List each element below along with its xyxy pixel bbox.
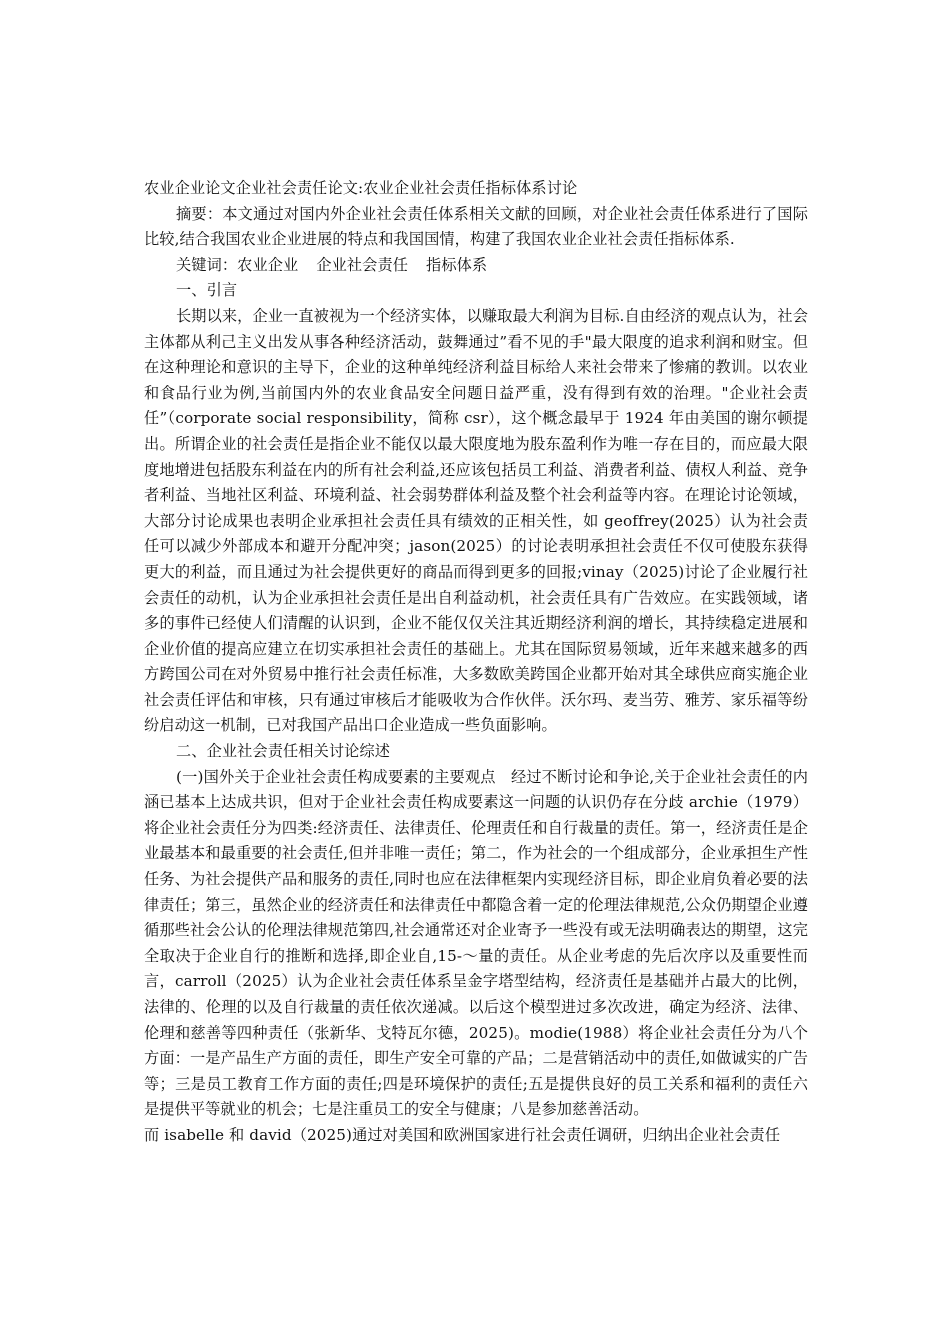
intro-paragraph: 长期以来，企业一直被视为一个经济实体，以赚取最大利润为目标.自由经济的观点认为，社会主体都从利己主义出发从事各种经济活动，鼓舞通过”看不见的手"最大限度的追求利润和财宝。但在这种理论和意识的主导下，企业的这种单纯经济利益目标给人来社会带来了惨痛的教训。以农业和食品行业为例,当前国内外的农业食品安全问题日益严重，没有得到有效的治理。"企业社会责任”（corporate social responsibility，简称 csr），这个概念最早于 1924 年由美国的谢尔顿提出。所谓企业的社会责任是指企业不能仅以最大限度地为股东盈利作为唯一存在目的，而应最大限度地增进包括股东利益在内的所有社会利益,还应该包括员工利益、消费者利益、债权人利益、竞争者利益、当地社区利益、环境利益、社会弱势群体利益及整个社会利益等内容。在理论讨论领域，大部分讨论成果也表明企业承担社会责任具有绩效的正相关性，如 geoffrey(2025）认为社会责任可以减少外部成本和避开分配冲突；jason(2025）的讨论表明承担社会责任不仅可使股东获得更大的利益，而且通过为社会提供更好的商品而得到更多的回报;vinay（2025)讨论了企业履行社会责任的动机，认为企业承担社会责任是出自利益动机，社会责任具有广告效应。在实践领域，诸多的事件已经使人们清醒的认识到，企业不能仅仅关注其近期经济利润的增长，其持续稳定进展和企业价值的提高应建立在切实承担社会责任的基础上。尤其在国际贸易领域，近年来越来越多的西方跨国公司在对外贸易中推行社会责任标准，大多数欧美跨国企业都开始对其全球供应商实施企业社会责任评估和审核，只有通过审核后才能吸收为合作伙伴。沃尔玛、麦当劳、雅芳、家乐福等纷纷启动这一机制，已对我国产品出口企业造成一些负面影响。	[144, 306, 808, 735]
review-paragraph: (一)国外关于企业社会责任构成要素的主要观点 经过不断讨论和争论,关于企业社会责任的内涵已基本上达成共识，但对于企业社会责任构成要素这一问题的认识仍存在分歧 archie（1979）将企业社会责任分为四类:经济责任、法律责任、伦理责任和自行裁量的责任。第一，经济责任是企业最基本和最重要的社会责任,但并非唯一责任；第二，作为社会的一个组成部分，企业承担生产性任务、为社会提供产品和服务的责任,同时也应在法律框架内实现经济目标，即企业肩负着必要的法律责任；第三，虽然企业的经济责任和法律责任中都隐含着一定的伦理法律规范,公众仍期望企业遵循那些社会公认的伦理法律规范第四,社会通常还对企业寄予一些没有或无法明确表达的期望，这完全取决于企业自行的推断和选择,即企业自,15-～量的责任。从企业考虑的先后次序以及重要性而言，carroll（2025）认为企业社会责任体系呈金字塔型结构，经济责任是基础并占最大的比例，法律的、伦理的以及自行裁量的责任依次递减。以后这个模型进过多次改进，确定为经济、法律、伦理和慈善等四种责任（张新华、戈特瓦尔德，2025)。modie(1988）将企业社会责任分为八个方面：一是产品生产方面的责任，即生产安全可靠的产品；二是营销活动中的责任,如做诚实的广告等；三是员工教育工作方面的责任;四是环境保护的责任;五是提供良好的员工关系和福利的责任六是提供平等就业的机会；七是注重员工的安全与健康；八是参加慈善活动。	[144, 767, 808, 1119]
document-title: 农业企业论文企业社会责任论文:农业企业社会责任指标体系讨论	[144, 179, 578, 197]
keyword-item: 企业社会责任	[316, 255, 409, 274]
keyword-item: 指标体系	[426, 255, 488, 274]
keywords-label: 关键词：	[176, 255, 238, 274]
keyword-item: 农业企业	[237, 255, 299, 274]
review-continuation: 而 isabelle 和 david（2025)通过对美国和欧洲国家进行社会责任调研，归纳出企业社会责任	[144, 1125, 781, 1144]
section-heading-intro: 一、引言	[176, 281, 238, 300]
document-page	[144, 176, 808, 1149]
abstract-paragraph: 摘要：本文通过对国内外企业社会责任体系相关文献的回顾，对企业社会责任体系进行了国际比较,结合我国农业企业进展的特点和我国国情，构建了我国农业企业社会责任指标体系.	[144, 204, 808, 249]
keywords-line	[144, 253, 808, 279]
section-heading-review: 二、企业社会责任相关讨论综述	[176, 742, 391, 761]
